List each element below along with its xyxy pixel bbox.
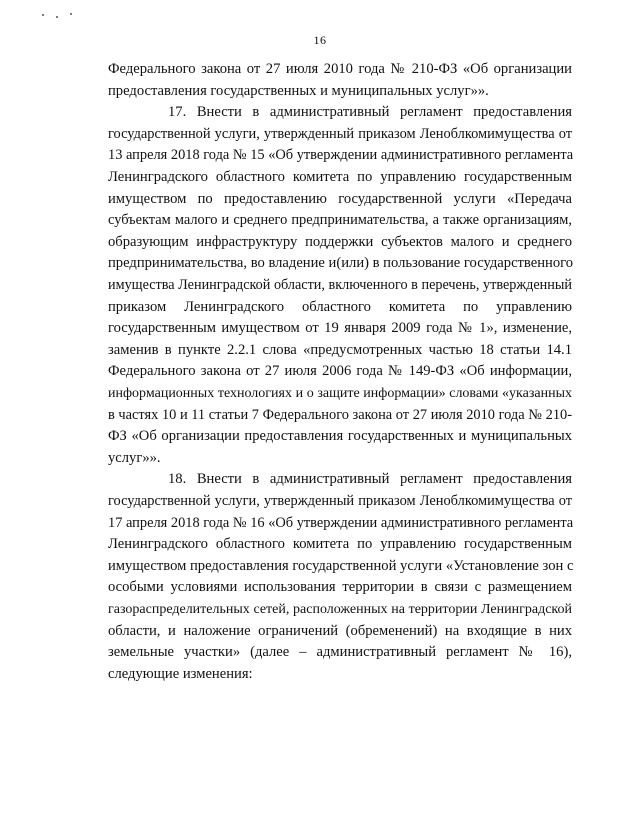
text-line: 17 апреля 2018 года № 16 «Об утверждении административного регламента xyxy=(108,514,574,531)
text-line: следующие изменения: xyxy=(108,665,253,682)
text-line: газораспределительных сетей, расположенных на территории Ленинградской xyxy=(108,602,572,617)
text-line: 17. Внести в административный регламент предоставления xyxy=(168,104,572,121)
text-line: образующим инфраструктуру поддержки субъектов малого и среднего xyxy=(108,233,572,250)
scan-speck xyxy=(56,16,58,18)
text-line: субъектам малого и среднего предпринимательства, а также организациям, xyxy=(108,212,572,229)
text-line: предоставления государственных и муниципальных услуг»». xyxy=(108,82,489,99)
text-line: имуществом по предоставлению государственной услуги «Передача xyxy=(108,190,572,207)
text-line: государственным имуществом от 19 января 2009 года № 1», изменение, xyxy=(108,320,572,337)
text-line: Федерального закона от 27 июля 2006 года № 149-ФЗ «Об информации, xyxy=(108,363,572,380)
text-line: приказом Ленинградского областного комитета по управлению xyxy=(108,298,572,315)
text-line: государственной услуги, утвержденный приказом Леноблкомимущества от xyxy=(108,125,572,142)
text-line: заменив в пункте 2.2.1 слова «предусмотренных частью 18 статьи 14.1 xyxy=(108,341,572,358)
text-line: предпринимательства, во владение и(или) в пользование государственного xyxy=(108,255,574,272)
text-line: области, и наложение ограничений (обременений) на входящие в них xyxy=(108,622,572,639)
text-line: Ленинградского областного комитета по управлению государственным xyxy=(108,536,572,553)
text-line: услуг»». xyxy=(108,449,161,466)
text-line: имущества Ленинградской области, включенного в перечень, утвержденный xyxy=(108,277,572,293)
text-line: информационных технологиях и о защите информации» словами «указанных xyxy=(108,386,572,401)
page-number: 16 xyxy=(313,33,327,47)
text-line: государственной услуги, утвержденный приказом Леноблкомимущества от xyxy=(108,493,572,509)
text-line: имуществом предоставления государственной услуги «Установление зон с xyxy=(108,557,574,574)
scan-speck xyxy=(70,13,72,15)
text-line: в частях 10 и 11 статьи 7 Федерального закона от 27 июля 2010 года № 210- xyxy=(108,406,572,423)
text-line: особыми условиями использования территории в связи с размещением xyxy=(108,579,572,596)
text-line: Ленинградского областного комитета по управлению государственным xyxy=(108,169,572,185)
text-line: Федерального закона от 27 июля 2010 года № 210-ФЗ «Об организации xyxy=(108,61,572,77)
text-line: ФЗ «Об организации предоставления государственных и муниципальных xyxy=(108,428,572,445)
text-line: 13 апреля 2018 года № 15 «Об утверждении административного регламента xyxy=(108,147,574,164)
scan-speck xyxy=(42,14,44,16)
text-line: 18. Внести в административный регламент предоставления xyxy=(168,471,572,488)
text-line: земельные участки» (далее – административный регламент № 16), xyxy=(108,644,572,661)
